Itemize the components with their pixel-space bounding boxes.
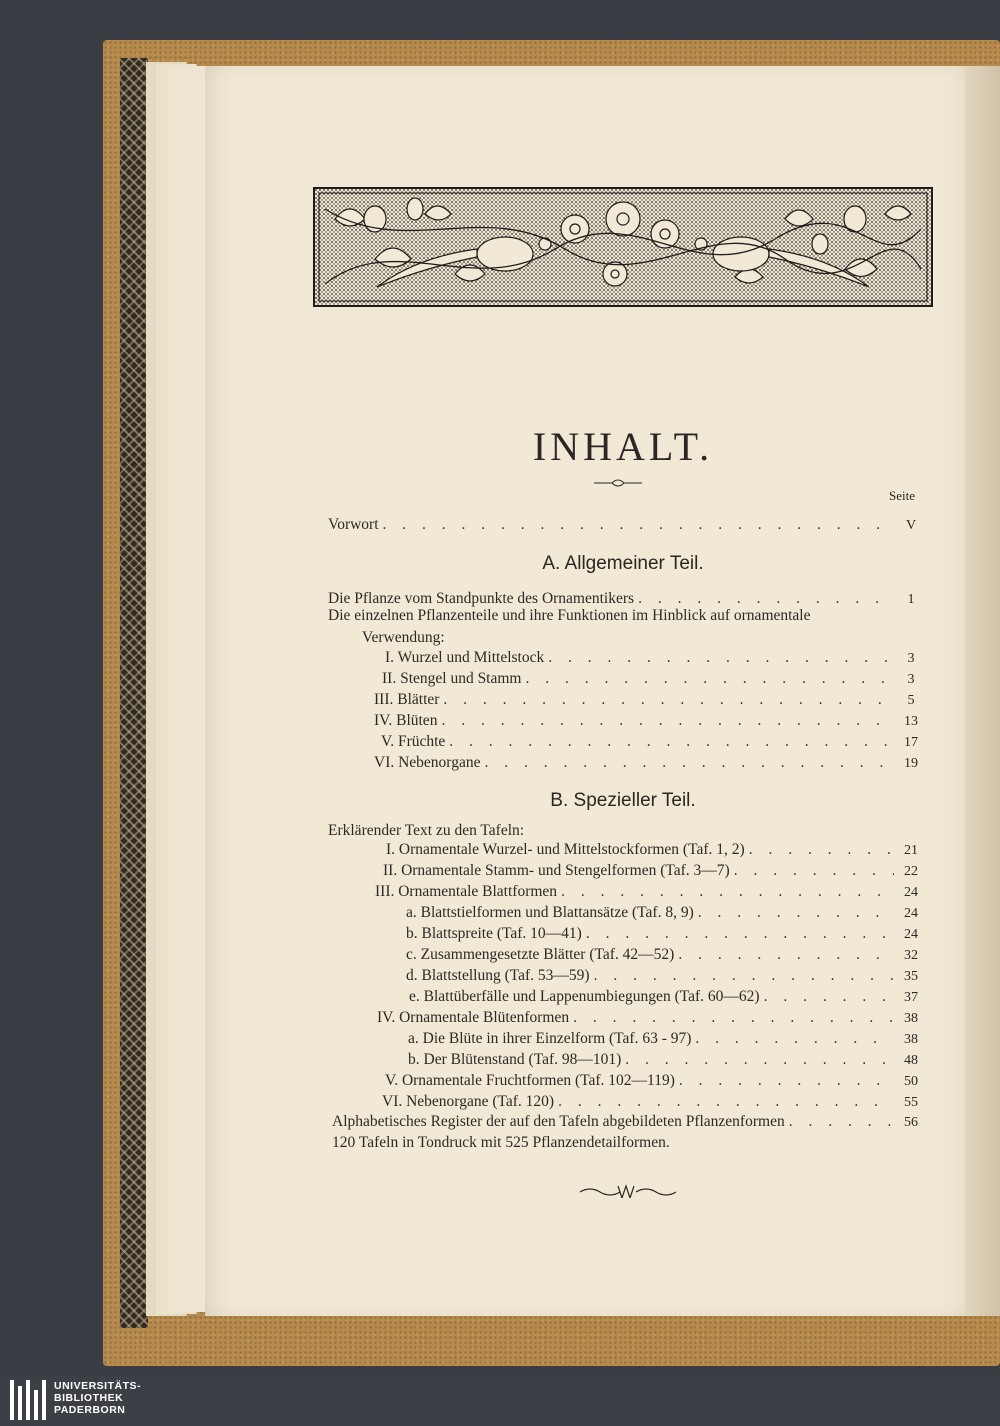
toc-page-number: 50 bbox=[904, 1074, 918, 1089]
toc-page-number: 22 bbox=[904, 864, 918, 879]
toc-entry-label: IV. Blüten bbox=[374, 712, 438, 729]
toc-page-number: 38 bbox=[904, 1032, 918, 1047]
toc-entry[interactable] bbox=[374, 754, 924, 774]
leader-dots bbox=[698, 904, 894, 922]
toc-entry-label: b. Der Blütenstand (Taf. 98—101) bbox=[408, 1051, 622, 1068]
toc-entry[interactable] bbox=[406, 925, 924, 945]
toc-entry[interactable] bbox=[406, 946, 924, 966]
logo-line: BIBLIOTHEK bbox=[54, 1392, 124, 1404]
toc-page-number: 3 bbox=[907, 651, 915, 666]
leader-dots bbox=[679, 1072, 894, 1090]
toc-page-number: 32 bbox=[904, 948, 918, 963]
toc-entry-label: a. Die Blüte in ihrer Einzelform (Taf. 63 - 97) bbox=[408, 1030, 692, 1047]
page-edge bbox=[168, 66, 209, 1312]
leader-dots bbox=[573, 1009, 894, 1027]
toc-page-number: 35 bbox=[904, 969, 918, 984]
section-heading-a: A. Allgemeiner Teil. bbox=[542, 553, 704, 574]
toc-entry-label: Alphabetisches Register der auf den Tafeln abgebildeten Pflanzenformen bbox=[332, 1113, 785, 1130]
toc-entry[interactable] bbox=[381, 733, 924, 753]
toc-page-number: 21 bbox=[904, 843, 918, 858]
ornamental-banner bbox=[313, 187, 933, 307]
toc-entry-label: IV. Ornamentale Blütenformen bbox=[377, 1009, 570, 1026]
leader-dots bbox=[561, 883, 894, 901]
toc-entry[interactable] bbox=[374, 712, 924, 732]
leader-dots bbox=[449, 733, 894, 751]
toc-entry-label: V. Ornamentale Fruchtformen (Taf. 102—119) bbox=[385, 1072, 675, 1089]
toc-page-number: V bbox=[905, 518, 917, 533]
leader-dots bbox=[484, 754, 894, 772]
toc-page-number: 24 bbox=[904, 906, 918, 921]
toc-page-number: 5 bbox=[907, 693, 915, 708]
leader-dots bbox=[383, 516, 894, 534]
toc-entry-label: II. Stengel und Stamm bbox=[382, 670, 522, 687]
leader-dots bbox=[558, 1093, 894, 1111]
toc-page-number: 38 bbox=[904, 1011, 918, 1026]
tafeln-note: 120 Tafeln in Tondruck mit 525 Pflanzendetailformen. bbox=[332, 1134, 670, 1151]
toc-entry-label: Die Pflanze vom Standpunkte des Ornamentikers bbox=[328, 590, 635, 607]
divider-ornament bbox=[592, 477, 644, 487]
section-heading-b: B. Spezieller Teil. bbox=[550, 790, 696, 811]
toc-entry-label: a. Blattstielformen und Blattansätze (Taf. 8, 9) bbox=[406, 904, 694, 921]
toc-entry[interactable] bbox=[385, 649, 924, 669]
toc-entry[interactable] bbox=[382, 670, 924, 690]
toc-entry[interactable] bbox=[383, 862, 924, 882]
leader-dots bbox=[749, 841, 894, 859]
toc-entry[interactable] bbox=[385, 1072, 924, 1092]
toc-entry[interactable] bbox=[406, 904, 924, 924]
toc-entry[interactable] bbox=[375, 883, 924, 903]
toc-page-number: 3 bbox=[907, 672, 915, 687]
leader-dots bbox=[764, 988, 894, 1006]
toc-page-number: 13 bbox=[904, 714, 918, 729]
toc-entry-label: d. Blattstellung (Taf. 53—59) bbox=[406, 967, 590, 984]
toc-page-number: 55 bbox=[904, 1095, 918, 1110]
library-footer bbox=[0, 1376, 1000, 1426]
leader-dots bbox=[586, 925, 894, 943]
leader-dots bbox=[678, 946, 894, 964]
toc-entry-register[interactable] bbox=[332, 1113, 924, 1133]
toc-paragraph: Die einzelnen Pflanzenteile und ihre Funktionen im Hinblick auf ornamentale bbox=[328, 607, 811, 624]
leader-dots bbox=[594, 967, 894, 985]
logo-line: UNIVERSITÄTS- bbox=[54, 1380, 142, 1392]
toc-entry[interactable] bbox=[406, 967, 924, 987]
leader-dots bbox=[548, 649, 894, 667]
toc-entry[interactable] bbox=[377, 1009, 924, 1029]
toc-entry[interactable] bbox=[408, 1030, 924, 1050]
page-gutter bbox=[965, 66, 1000, 1316]
toc-entry-label: V. Früchte bbox=[381, 733, 446, 750]
leader-dots bbox=[441, 712, 894, 730]
toc-paragraph: Erklärender Text zu den Tafeln: bbox=[328, 822, 525, 839]
toc-entry-label: e. Blattüberfälle und Lappenumbiegungen (Taf. 60—62) bbox=[409, 988, 760, 1005]
leader-dots bbox=[789, 1113, 894, 1131]
leader-dots bbox=[734, 862, 894, 880]
toc-entry-label: VI. Nebenorgane (Taf. 120) bbox=[382, 1093, 555, 1110]
library-logo-icon bbox=[8, 1380, 48, 1420]
toc-page-number: 19 bbox=[904, 756, 918, 771]
toc-entry-label: c. Zusammengesetzte Blätter (Taf. 42—52) bbox=[406, 946, 675, 963]
toc-paragraph: Verwendung: bbox=[362, 629, 445, 646]
leader-dots bbox=[443, 691, 894, 709]
toc-entry-label: VI. Nebenorgane bbox=[374, 754, 481, 771]
toc-entry-label: I. Wurzel und Mittelstock bbox=[385, 649, 545, 666]
toc-entry-label: III. Blätter bbox=[374, 691, 440, 708]
page-title: INHALT. bbox=[532, 424, 714, 469]
endpaper-pattern bbox=[120, 58, 148, 1328]
toc-entry[interactable] bbox=[409, 988, 924, 1008]
toc-entry[interactable] bbox=[382, 1093, 924, 1113]
leader-dots bbox=[625, 1051, 894, 1069]
closing-ornament bbox=[578, 1184, 678, 1198]
toc-page-number: 24 bbox=[904, 885, 918, 900]
toc-entry-label: III. Ornamentale Blattformen bbox=[375, 883, 558, 900]
toc-entry-label: Vorwort bbox=[328, 516, 379, 533]
leader-dots bbox=[695, 1030, 894, 1048]
toc-entry-vorwort[interactable] bbox=[328, 516, 924, 536]
library-logo-text bbox=[54, 1380, 141, 1416]
toc-entry[interactable] bbox=[374, 691, 924, 711]
toc-page-number: 1 bbox=[907, 592, 915, 607]
toc-entry-label: II. Ornamentale Stamm- und Stengelformen (Taf. 3—7) bbox=[383, 862, 730, 879]
logo-line: PADERBORN bbox=[54, 1404, 126, 1416]
toc-page-number: 56 bbox=[904, 1115, 918, 1130]
toc-entry-label: I. Ornamentale Wurzel- und Mittelstockformen (Taf. 1, 2) bbox=[386, 841, 745, 858]
toc-page-number: 37 bbox=[904, 990, 918, 1005]
page-column-label: Seite bbox=[889, 488, 915, 503]
leader-dots bbox=[638, 590, 894, 608]
toc-entry[interactable] bbox=[408, 1051, 924, 1071]
toc-page-number: 17 bbox=[904, 735, 918, 750]
toc-entry-label: b. Blattspreite (Taf. 10—41) bbox=[406, 925, 582, 942]
leader-dots bbox=[526, 670, 895, 688]
toc-page-number: 48 bbox=[904, 1053, 918, 1068]
toc-page-number: 24 bbox=[904, 927, 918, 942]
toc-entry[interactable] bbox=[386, 841, 924, 861]
